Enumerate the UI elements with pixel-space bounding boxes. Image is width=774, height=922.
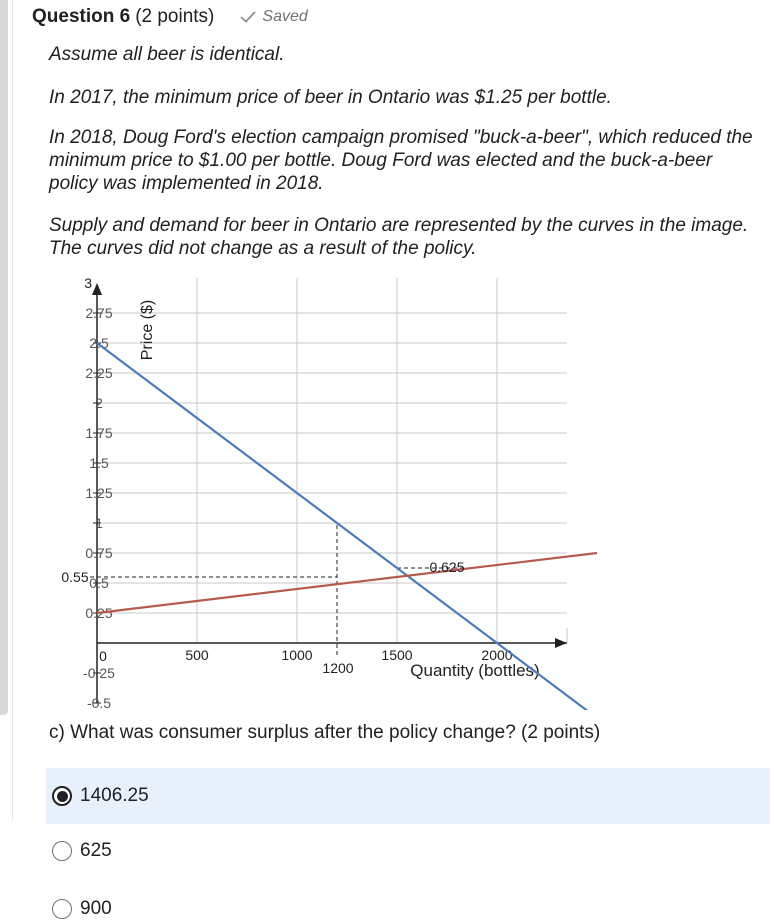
radio-button-selected[interactable] — [52, 786, 72, 806]
x-tick-label: 1000 — [281, 647, 313, 663]
y-tick-label: 3 — [84, 275, 92, 291]
y-tick-label: 2 — [95, 395, 103, 411]
supply-demand-chart — [0, 270, 600, 710]
y-tick-label: 1 — [95, 515, 103, 531]
y-tick-label: 0.25 — [85, 605, 113, 621]
y-tick-label: 1.5 — [89, 455, 109, 471]
x-axis-label: Quantity (bottles) — [410, 661, 540, 680]
y-axis-label: Price ($) — [139, 299, 156, 361]
question-header — [32, 4, 308, 30]
x-tick-label: 2000 — [481, 647, 513, 663]
question-title: Question 6 — [32, 6, 131, 27]
prompt-paragraph-1: Assume all beer is identical. — [49, 44, 285, 65]
answer-option-2[interactable] — [52, 838, 112, 864]
y-tick-label: 2.25 — [85, 365, 113, 381]
y-tick-label: 0.75 — [85, 545, 113, 561]
annotation-label: 0.55 — [61, 569, 89, 585]
y-tick-label: 2.75 — [85, 305, 113, 321]
question-points: (2 points) — [135, 6, 215, 27]
y-tick-label: 1.75 — [85, 425, 113, 441]
x-tick-label: 500 — [185, 647, 209, 663]
radio-button[interactable] — [52, 899, 72, 919]
saved-label: Saved — [262, 8, 308, 25]
answer-option-label: 625 — [80, 840, 112, 861]
prompt-paragraph-4: Supply and demand for beer in Ontario are represented by the curves in the image. The curves did not change as a result of the policy. — [49, 215, 749, 259]
annotation-label: 1200 — [322, 660, 354, 676]
y-axis-arrow — [92, 283, 102, 295]
y-tick-label: 1.25 — [85, 485, 113, 501]
x-axis-arrow — [555, 638, 567, 648]
x-tick-label: 1500 — [381, 647, 413, 663]
question-text: c) What was consumer surplus after the policy change? (2 points) — [49, 722, 601, 743]
y-tick-label: 2.5 — [89, 335, 109, 351]
answer-option-label: 900 — [80, 898, 112, 919]
y-tick-label: 0 — [99, 648, 107, 664]
prompt-paragraph-2: In 2017, the minimum price of beer in Ontario was $1.25 per bottle. — [49, 87, 612, 108]
check-icon — [240, 11, 256, 23]
prompt-paragraph-3: In 2018, Doug Ford's election campaign promised "buck-a-beer", which reduced the minimum price to $1.00 per bottle. Doug Ford was elected and the buck-a-beer policy was implemented in 2018. — [49, 127, 753, 194]
annotation-label: 0.625 — [429, 559, 465, 575]
saved-status — [240, 8, 307, 26]
y-tick-label: -0.5 — [86, 695, 112, 710]
series-line-demand — [97, 343, 597, 710]
y-tick-label: -0.25 — [83, 665, 115, 681]
y-tick-label: 0.5 — [89, 575, 109, 591]
answer-option-1[interactable] — [46, 768, 770, 824]
answer-option-label: 1406.25 — [80, 785, 149, 806]
answer-option-3[interactable] — [52, 896, 112, 922]
radio-button[interactable] — [52, 841, 72, 861]
